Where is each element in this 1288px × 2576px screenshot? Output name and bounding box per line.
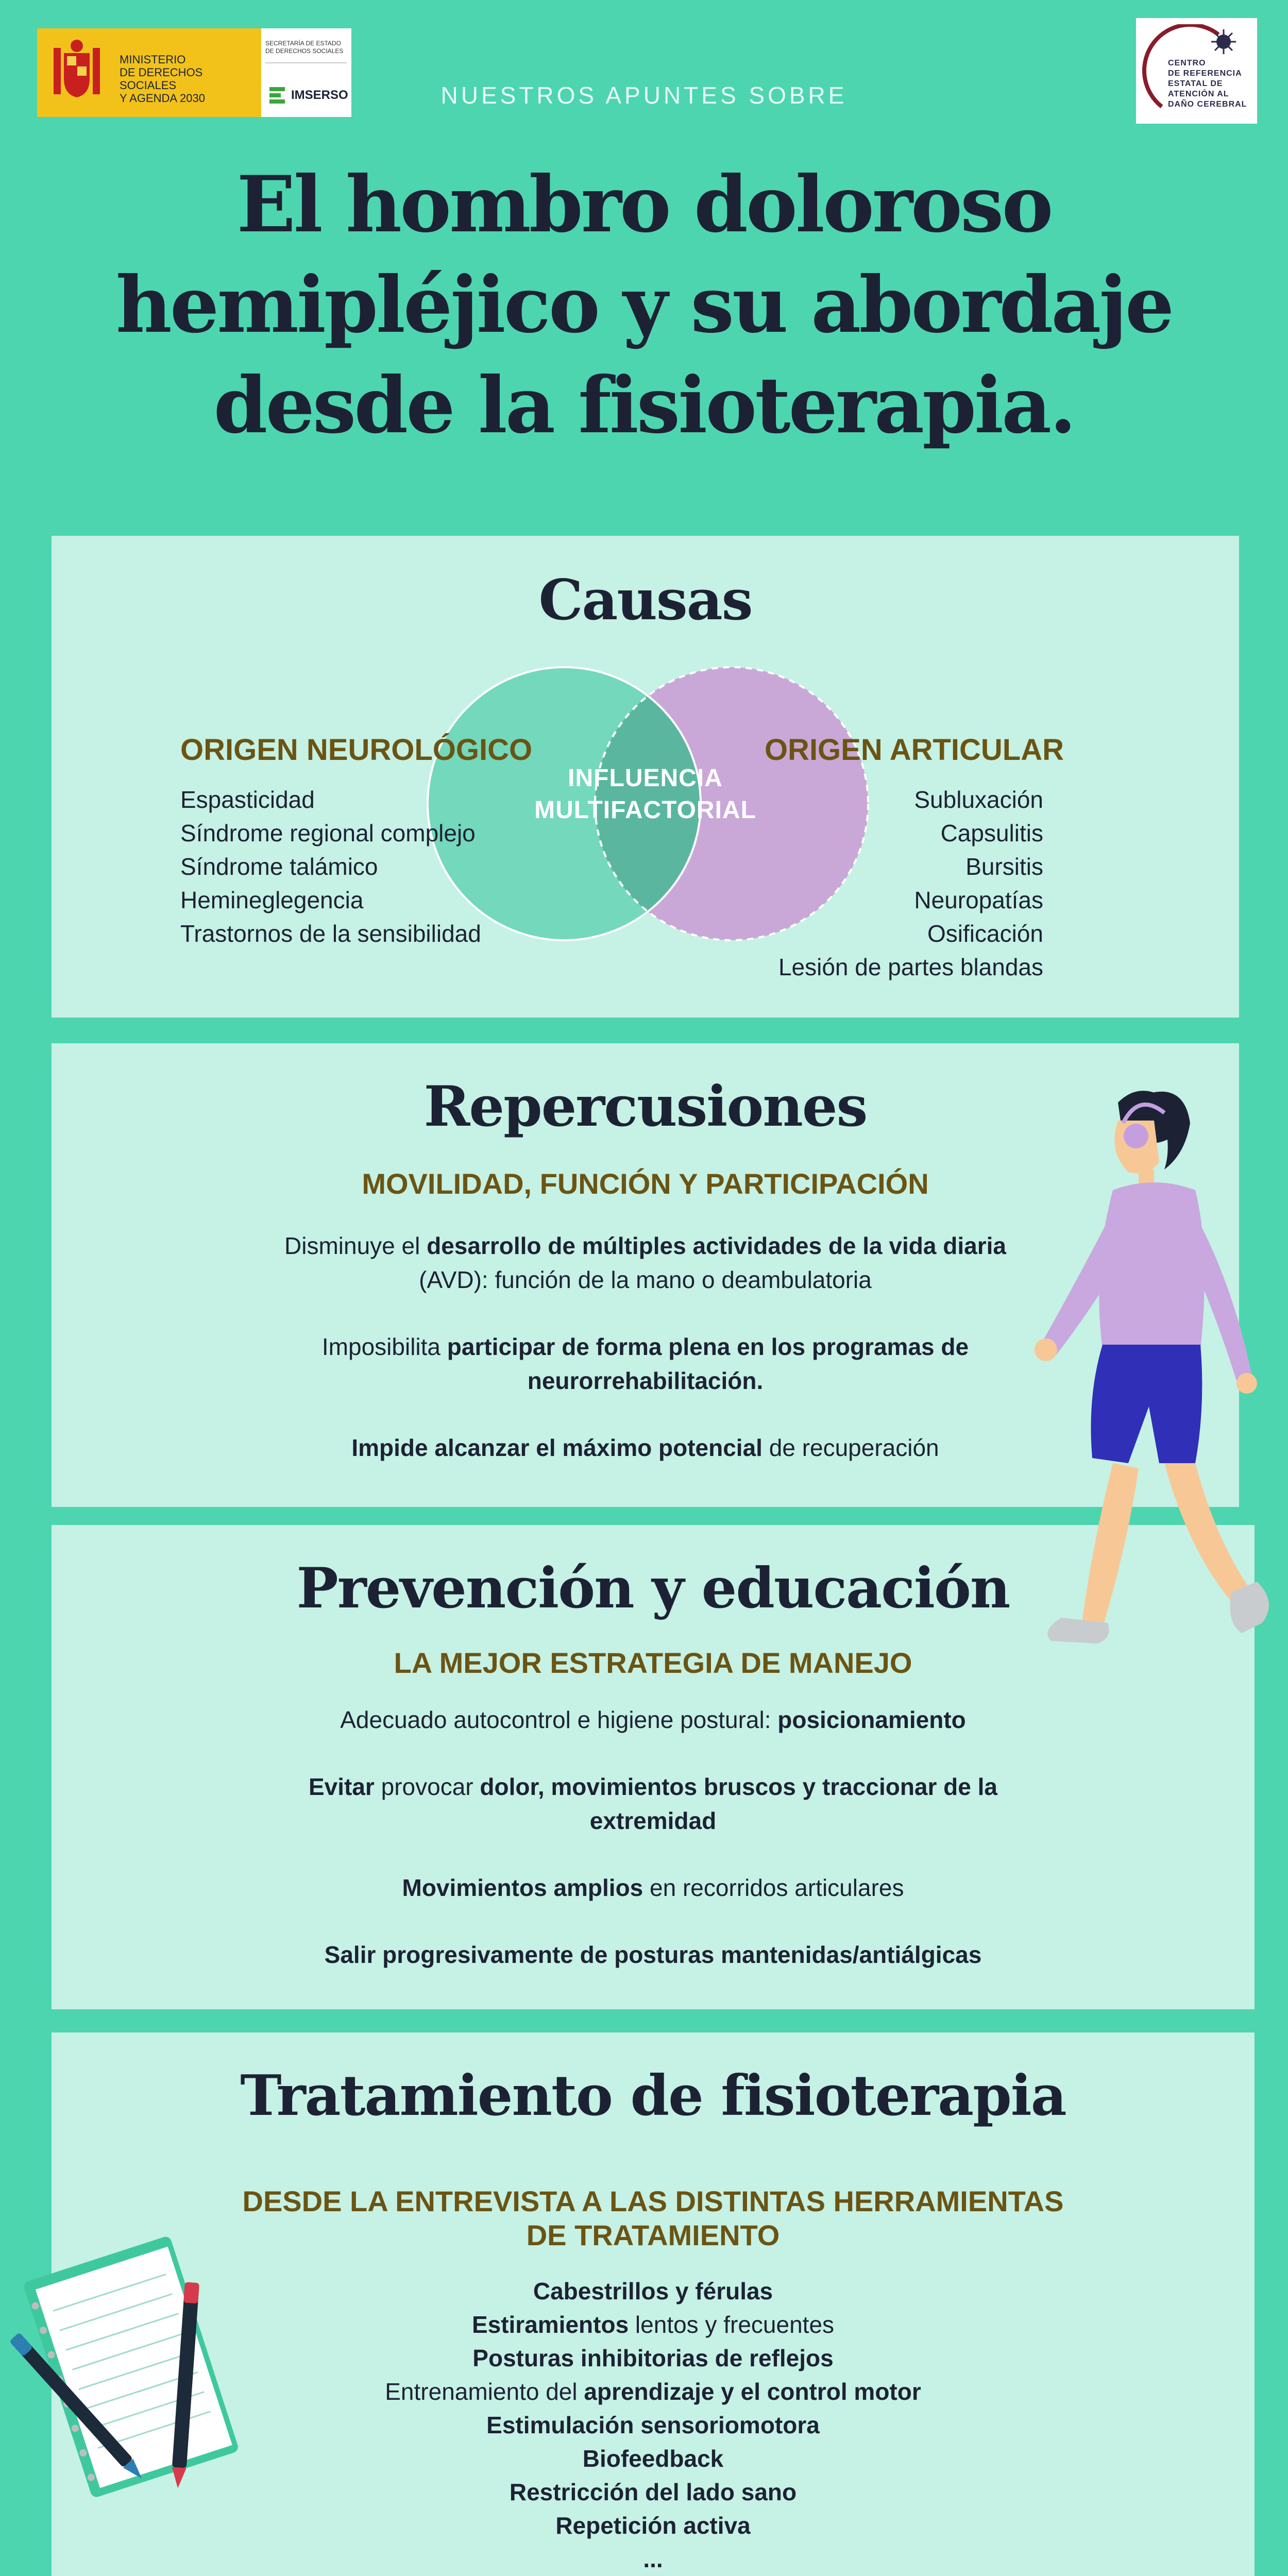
notebook-pen-illustration <box>10 2231 268 2519</box>
left-title: ORIGEN NEUROLÓGICO <box>180 733 533 767</box>
ministry-line: MINISTERIO <box>120 53 186 66</box>
left-item: Espasticidad <box>180 786 315 813</box>
ceadac-line: DAÑO CEREBRAL <box>1168 100 1247 109</box>
subtitle-line: DESDE LA ENTREVISTA A LAS DISTINTAS HERRAMIENTAS <box>242 2185 1064 2217</box>
text-bold: Evitar <box>308 1773 375 1800</box>
causas-card <box>52 536 1239 1018</box>
left-item: Hemineglegencia <box>180 887 364 913</box>
repercusiones-subtitle: MOVILIDAD, FUNCIÓN Y PARTICIPACIÓN <box>362 1167 929 1200</box>
right-item: Bursitis <box>965 853 1043 880</box>
text-bold: participar de forma plena en los programas de <box>447 1333 969 1360</box>
list-item <box>52 2543 1255 2576</box>
text: de recuperación <box>762 1434 939 1461</box>
text: en recorridos articulares <box>643 1874 904 1901</box>
text-bold: Posturas inhibitorias de reflejos <box>472 2345 834 2371</box>
text: lentos y frecuentes <box>629 2311 835 2338</box>
ministry-line: Y AGENDA 2030 <box>120 92 205 105</box>
text-bold: Repetición activa <box>555 2512 751 2539</box>
prevencion-body <box>52 1703 1255 2005</box>
text-bold: posicionamiento <box>777 1706 966 1733</box>
text-bold: Estimulación sensoriomotora <box>486 2412 820 2438</box>
text-bold: Biofeedback <box>582 2445 724 2472</box>
imserso-label: IMSERSO <box>291 88 348 102</box>
text: Imposibilita <box>321 1333 447 1360</box>
ceadac-line: CENTRO <box>1168 59 1206 67</box>
right-item: Subluxación <box>914 786 1043 813</box>
title-line: El hombro doloroso <box>236 159 1052 250</box>
text: provocar <box>374 1773 480 1800</box>
right-item: Osificación <box>927 920 1043 947</box>
right-title: ORIGEN ARTICULAR <box>764 733 1064 767</box>
ceadac-line: DE REFERENCIA <box>1168 69 1242 78</box>
ceadac-logo <box>1136 18 1257 124</box>
causas-title: Causas <box>538 568 752 633</box>
secretaria-line: SECRETARÍA DE ESTADO <box>265 40 341 47</box>
text-bold: Cabestrillos y férulas <box>533 2278 773 2304</box>
text: Adecuado autocontrol e higiene postural: <box>340 1706 778 1733</box>
text-bold: extremidad <box>589 1807 717 1834</box>
repercusiones-title: Repercusiones <box>423 1074 867 1139</box>
ceadac-line: ESTATAL DE <box>1168 79 1223 88</box>
prevencion-p2 <box>52 1770 1255 1838</box>
prevencion-p1 <box>52 1703 1255 1737</box>
left-item: Trastornos de la sensibilidad <box>180 920 481 947</box>
text-bold: neurorrehabilitación. <box>527 1367 764 1394</box>
text-bold: aprendizaje y el control motor <box>584 2378 921 2405</box>
title-line: hemipléjico y su abordaje <box>115 260 1173 350</box>
text: Entrenamiento del <box>385 2378 584 2405</box>
text: (AVD): función de la mano o deambulatoria <box>419 1266 872 1293</box>
left-item: Síndrome talámico <box>180 853 378 880</box>
prevencion-title: Prevención y educación <box>296 1556 1010 1621</box>
text-bold: Impide alcanzar el máximo potencial <box>351 1434 762 1461</box>
text-bold: Salir progresivamente de posturas mantenidas/antiálgicas <box>324 1941 982 1968</box>
text: Disminuye el <box>284 1232 427 1259</box>
prevencion-p4 <box>52 1938 1255 1972</box>
right-item: Neuropatías <box>914 887 1043 913</box>
text-bold: Estiramientos <box>471 2311 629 2338</box>
text-bold: Restricción del lado sano <box>509 2479 797 2505</box>
walking-woman-illustration <box>999 1072 1288 1669</box>
center-line: INFLUENCIA <box>568 765 723 792</box>
subtitle-line: DE TRATAMIENTO <box>526 2219 780 2251</box>
tratamiento-title: Tratamiento de fisioterapia <box>240 2063 1066 2128</box>
center-line: MULTIFACTORIAL <box>534 796 756 824</box>
page-title <box>0 155 1288 456</box>
prevencion-subtitle: LA MEJOR ESTRATEGIA DE MANEJO <box>394 1647 912 1679</box>
right-item: Lesión de partes blandas <box>778 954 1043 980</box>
text-bold: Movimientos amplios <box>402 1874 643 1901</box>
text-bold: ... <box>643 2546 663 2572</box>
title-line: desde la fisioterapia. <box>213 360 1075 451</box>
prevencion-p3 <box>52 1871 1255 1905</box>
ceadac-line: ATENCIÓN AL <box>1168 90 1229 98</box>
ministry-line: DE DERECHOS SOCIALES <box>120 66 203 92</box>
secretaria-line: DE DERECHOS SOCIALES <box>265 47 344 55</box>
right-item: Capsulitis <box>940 820 1043 846</box>
left-item: Síndrome regional complejo <box>180 820 476 846</box>
text-bold: desarrollo de múltiples actividades de la vida diaria <box>427 1232 1006 1259</box>
text-bold: dolor, movimientos bruscos y traccionar de la <box>480 1773 998 1800</box>
header-kicker: NUESTROS APUNTES SOBRE <box>440 82 848 109</box>
